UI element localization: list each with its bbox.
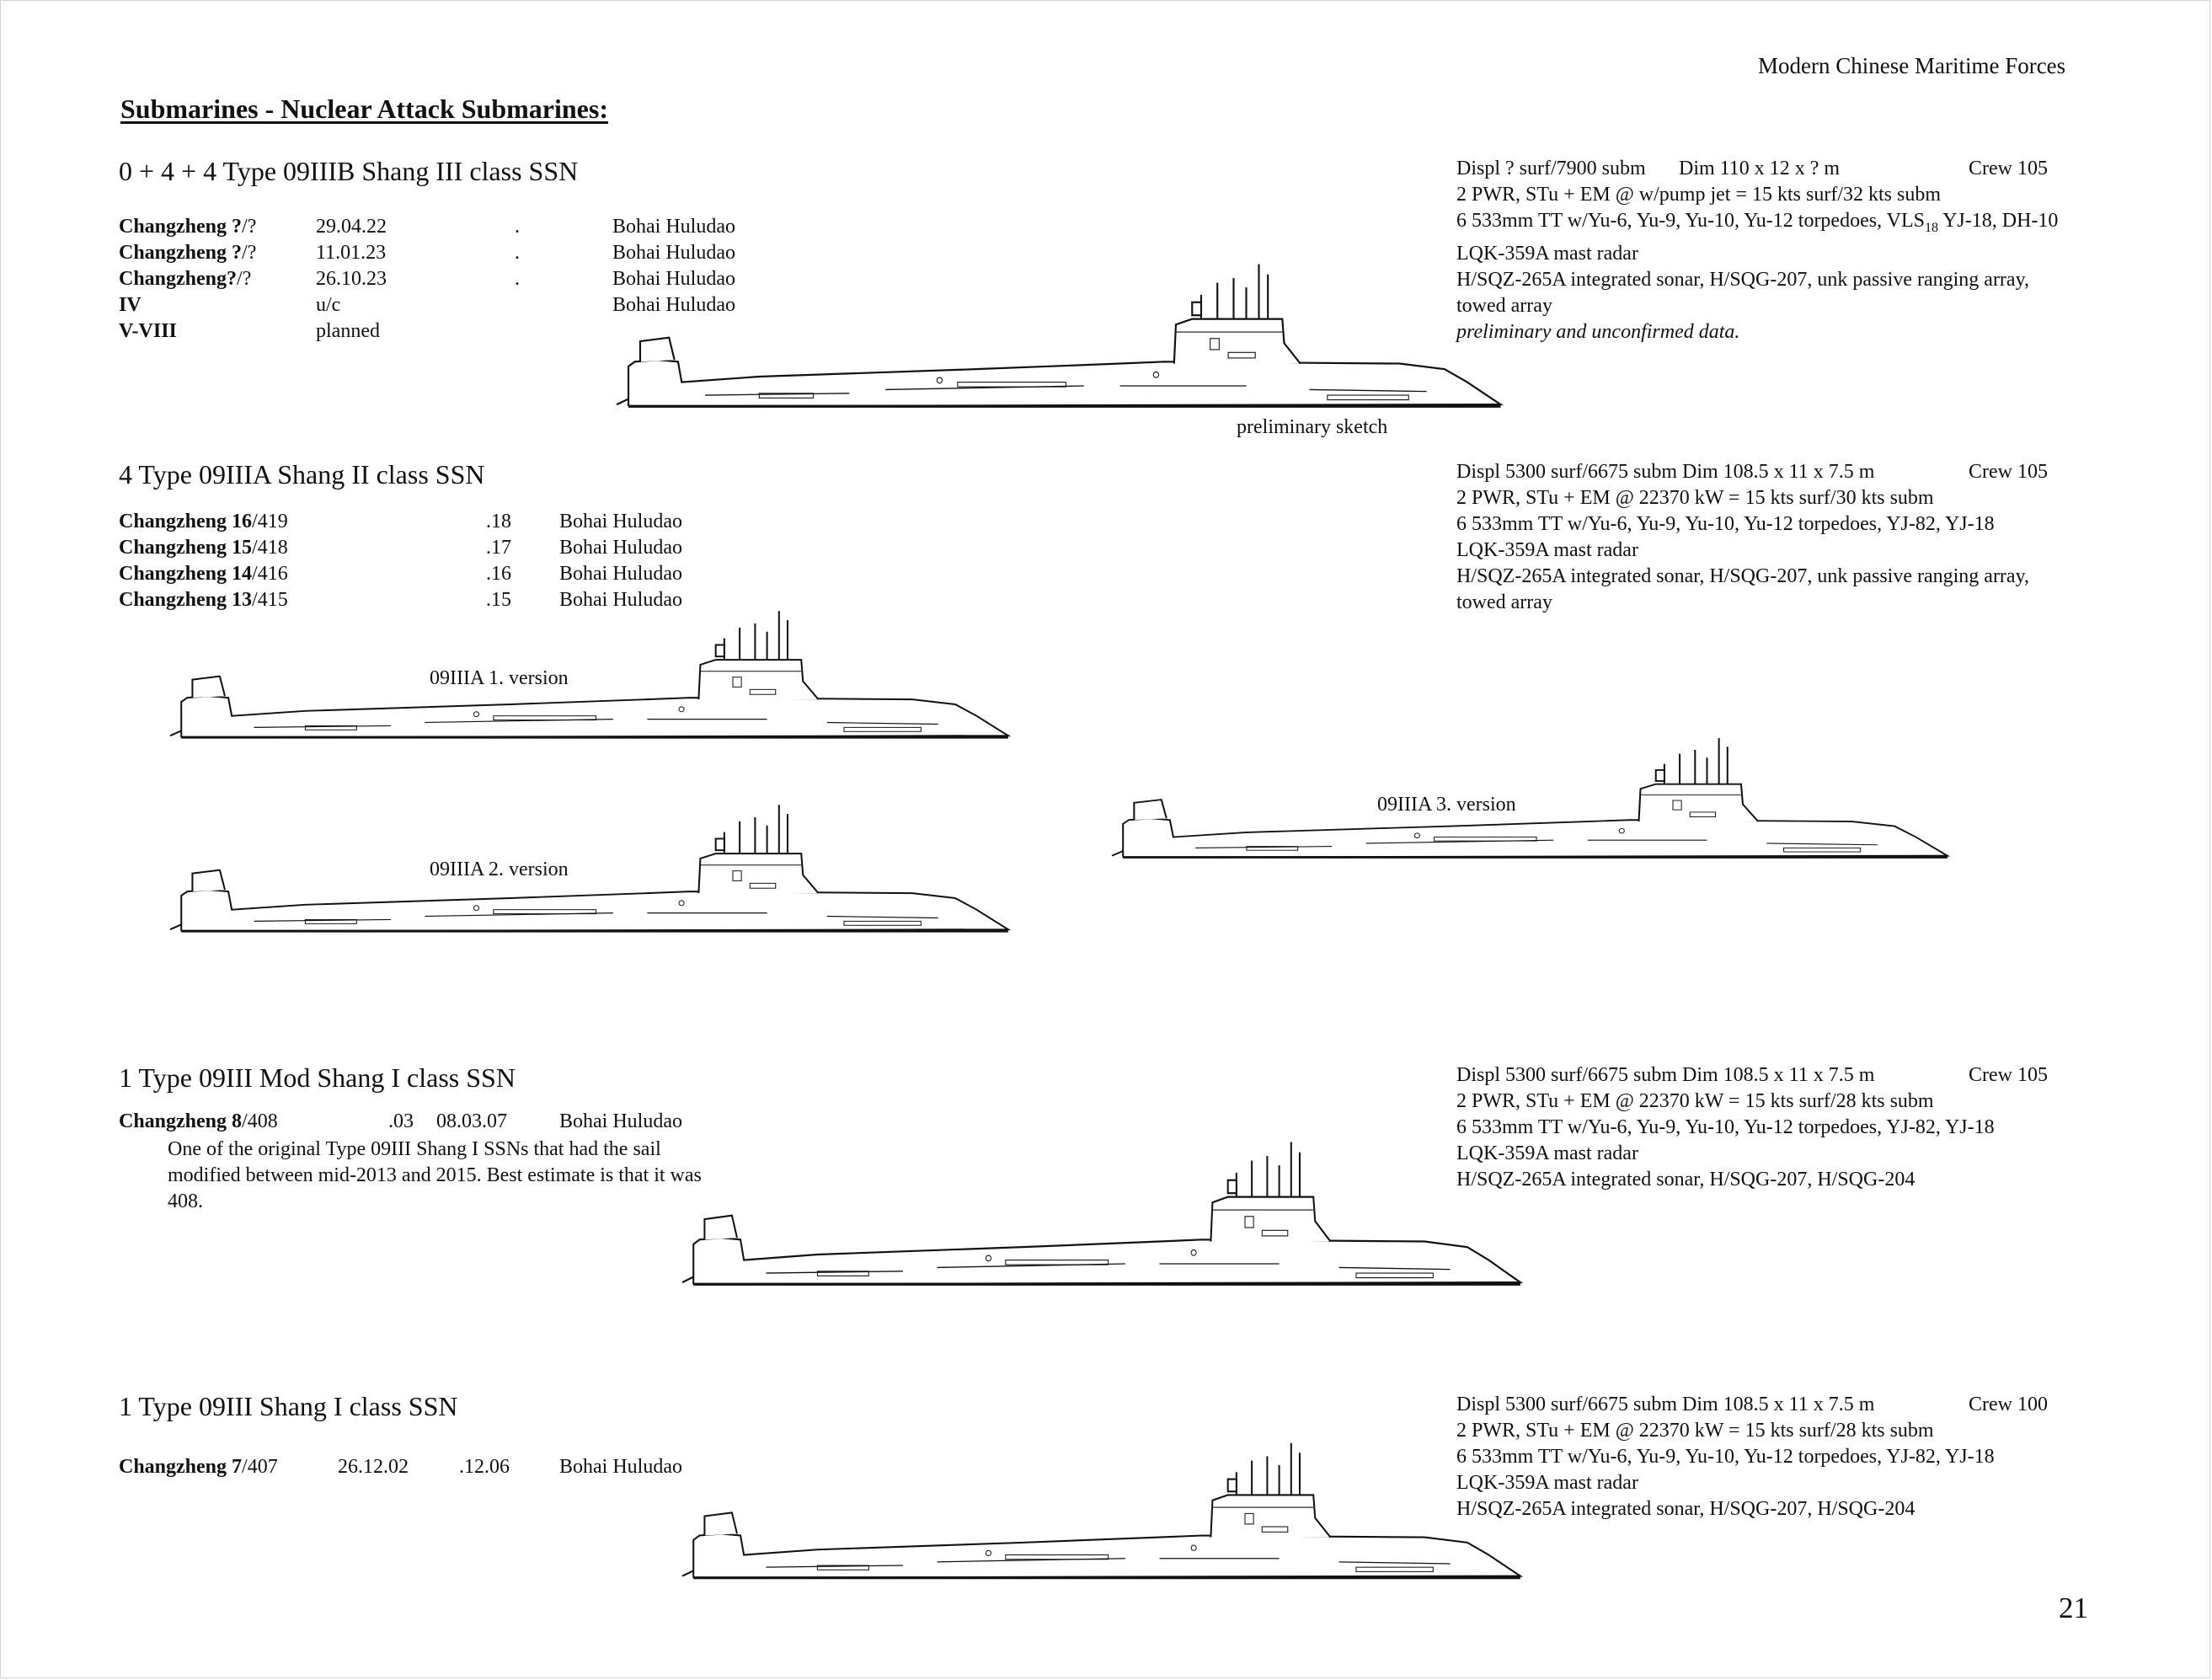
section-heading-09III-mod: 1 Type 09III Mod Shang I class SSN — [119, 1062, 516, 1093]
specs-09IIIB — [1456, 156, 2058, 345]
section-heading-09IIIB: 0 + 4 + 4 Type 09IIIB Shang III class SSN — [119, 156, 579, 186]
ship-row: Changzheng ?/? 11.01.23 . Bohai Huludao — [119, 242, 735, 264]
page-number: 21 — [2059, 1592, 2088, 1624]
submarine-drawing-09III — [681, 1447, 1527, 1584]
specs-09III — [1456, 1392, 2048, 1522]
spec-displ: Displ 5300 surf/6675 subm Dim 108.5 x 11 x 7.5 m — [1456, 461, 1875, 483]
spec-propulsion: 2 PWR, STu + EM @ 22370 kW = 15 kts surf/28 kts subm — [1456, 1420, 1934, 1442]
spec-radar: LQK-359A mast radar — [1456, 1142, 1638, 1164]
specs-09IIIA — [1456, 459, 2048, 616]
spec-dim: Dim 110 x 12 x ? m — [1679, 158, 1841, 179]
publication-header: Modern Chinese Maritime Forces — [1758, 53, 2066, 78]
spec-crew: Crew 105 — [1969, 158, 2048, 179]
ship-row: Changzheng 7/407 26.12.02 .12.06 Bohai Huludao — [119, 1456, 682, 1478]
section-heading-09III: 1 Type 09III Shang I class SSN — [119, 1391, 458, 1421]
spec-crew: Crew 100 — [1969, 1394, 2048, 1415]
ship-row: Changzheng ?/? 29.04.22 . Bohai Huludao — [119, 216, 735, 238]
ship-row: Changzheng 16/419 .18 Bohai Huludao — [119, 511, 682, 532]
spec-crew: Crew 105 — [1969, 461, 2048, 483]
page-title: Submarines - Nuclear Attack Submarines: — [120, 94, 608, 124]
submarine-drawing-09IIIB — [615, 259, 1508, 413]
spec-armament: 6 533mm TT w/Yu-6, Yu-9, Yu-10, Yu-12 torpedoes, YJ-82, YJ-18 — [1456, 513, 1995, 535]
ship-row: Changzheng?/? 26.10.23 . Bohai Huludao — [119, 268, 735, 290]
spec-displ: Displ 5300 surf/6675 subm Dim 108.5 x 11 x 7.5 m — [1456, 1394, 1875, 1415]
spec-sonar: H/SQZ-265A integrated sonar, H/SQG-207, H/SQG-204 — [1456, 1169, 1915, 1190]
ship-row: IV u/c Bohai Huludao — [119, 294, 735, 316]
ship-row: Changzheng 14/416 .16 Bohai Huludao — [119, 563, 682, 585]
ship-row: Changzheng 13/415 .15 Bohai Huludao — [119, 589, 682, 611]
spec-sonar-cont: towed array — [1456, 591, 1552, 613]
ship-row: V-VIII planned — [119, 320, 380, 342]
spec-propulsion: 2 PWR, STu + EM @ 22370 kW = 15 kts surf/30 kts subm — [1456, 487, 1934, 509]
spec-note: preliminary and unconfirmed data. — [1456, 320, 1740, 343]
submarine-drawing-09IIIA-v1 — [168, 623, 1015, 743]
spec-armament: 6 533mm TT w/Yu-6, Yu-9, Yu-10, Yu-12 torpedoes, $VLS_{18}$ YJ-18, DH-10 — [1456, 210, 2059, 235]
spec-radar: LQK-359A mast radar — [1456, 1472, 1638, 1494]
spec-radar: LQK-359A mast radar — [1456, 242, 1638, 265]
spec-radar: LQK-359A mast radar — [1456, 539, 1638, 561]
ship-row: Changzheng 15/418 .17 Bohai Huludao — [119, 537, 682, 559]
ship-note: One of the original Type 09III Shang I SSNs that had the sail modified between mid-2013 and 2015. Best estimate is that it was 408. — [168, 1138, 702, 1212]
spec-sonar: H/SQZ-265A integrated sonar, H/SQG-207, unk passive ranging array, — [1456, 268, 2030, 291]
submarine-drawing-09IIIA-v3 — [1110, 750, 1954, 863]
spec-armament: 6 533mm TT w/Yu-6, Yu-9, Yu-10, Yu-12 torpedoes, YJ-82, YJ-18 — [1456, 1116, 1995, 1138]
drawing-label-v2: 09IIIA 2. version — [430, 859, 569, 880]
spec-armament: 6 533mm TT w/Yu-6, Yu-9, Yu-10, Yu-12 torpedoes, YJ-82, YJ-18 — [1456, 1446, 1995, 1468]
section-heading-09IIIA: 4 Type 09IIIA Shang II class SSN — [119, 459, 485, 490]
drawing-caption: preliminary sketch — [1237, 416, 1388, 438]
drawing-label-v3: 09IIIA 3. version — [1377, 794, 1516, 816]
spec-sonar-cont: towed array — [1456, 294, 1552, 317]
spec-displ: Displ 5300 surf/6675 subm Dim 108.5 x 11 x 7.5 m — [1456, 1064, 1875, 1086]
spec-propulsion: 2 PWR, STu + EM @ w/pump jet = 15 kts surf/32 kts subm — [1456, 184, 1942, 206]
drawing-label-v1: 09IIIA 1. version — [430, 667, 569, 689]
spec-displ: Displ ? surf/7900 subm — [1456, 158, 1646, 179]
submarine-drawing-09III-mod — [681, 1137, 1527, 1291]
specs-09III-mod — [1456, 1062, 2048, 1193]
submarine-drawing-09IIIA-v2 — [168, 817, 1015, 937]
spec-sonar: H/SQZ-265A integrated sonar, H/SQG-207, H/SQG-204 — [1456, 1498, 1915, 1520]
spec-sonar: H/SQZ-265A integrated sonar, H/SQG-207, unk passive ranging array, — [1456, 565, 2030, 587]
ship-row: Changzheng 8/408 .03 08.03.07 Bohai Huludao — [119, 1110, 682, 1132]
spec-propulsion: 2 PWR, STu + EM @ 22370 kW = 15 kts surf/28 kts subm — [1456, 1090, 1934, 1112]
spec-crew: Crew 105 — [1969, 1064, 2048, 1086]
